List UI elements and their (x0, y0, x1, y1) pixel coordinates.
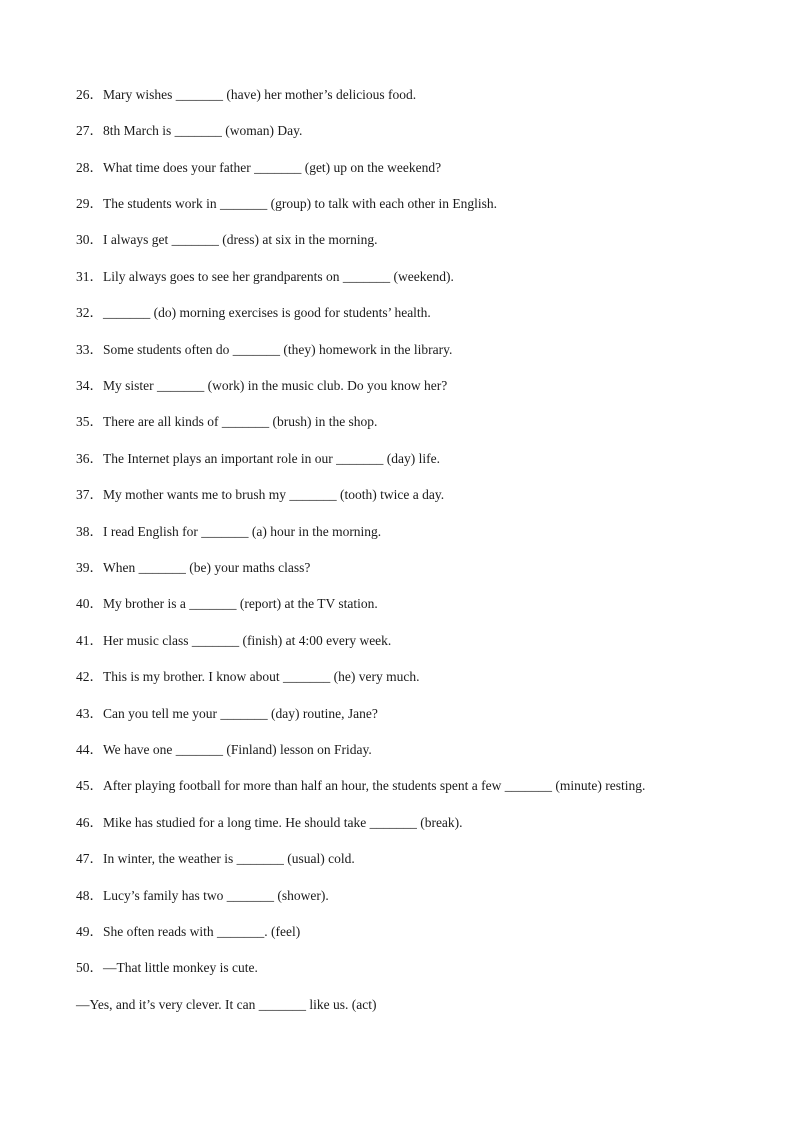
question-38 (76, 524, 381, 540)
question-number: 40． (76, 596, 103, 611)
question-33 (76, 342, 452, 358)
question-number: 31． (76, 269, 103, 284)
question-number: 26． (76, 87, 103, 102)
question-text: Lucy’s family has two _______ (shower). (103, 888, 329, 903)
question-31 (76, 269, 454, 285)
question-text: This is my brother. I know about _______ (he) very much. (103, 669, 420, 684)
question-45 (76, 778, 645, 794)
question-49 (76, 924, 300, 940)
question-number: 48． (76, 888, 103, 903)
question-text: Some students often do _______ (they) homework in the library. (103, 342, 453, 357)
question-number: 38． (76, 524, 103, 539)
question-26 (76, 87, 416, 103)
question-text: I always get _______ (dress) at six in the morning. (103, 232, 378, 247)
question-36 (76, 451, 440, 467)
question-50 (76, 960, 258, 976)
question-number: 32． (76, 305, 103, 320)
question-46 (76, 815, 463, 831)
question-48 (76, 888, 329, 904)
question-number: 39． (76, 560, 103, 575)
question-text: 8th March is _______ (woman) Day. (103, 123, 303, 138)
question-text: There are all kinds of _______ (brush) in the shop. (103, 414, 378, 429)
question-number: 49． (76, 924, 103, 939)
question-29 (76, 196, 497, 212)
question-34 (76, 378, 447, 394)
question-28 (76, 160, 441, 176)
question-text: When _______ (be) your maths class? (103, 560, 311, 575)
question-number: 30． (76, 232, 103, 247)
question-41 (76, 633, 391, 649)
question-number: 28． (76, 160, 103, 175)
question-text: _______ (do) morning exercises is good for students’ health. (103, 305, 431, 320)
continuation-text: —Yes, and it’s very clever. It can _______ like us. (act) (76, 997, 377, 1012)
question-text: The Internet plays an important role in our _______ (day) life. (103, 451, 441, 466)
question-text: Mike has studied for a long time. He should take _______ (break). (103, 815, 463, 830)
question-text: My brother is a _______ (report) at the TV station. (103, 596, 378, 611)
question-number: 29． (76, 196, 103, 211)
question-text: Her music class _______ (finish) at 4:00 every week. (103, 633, 392, 648)
question-text: I read English for _______ (a) hour in the morning. (103, 524, 382, 539)
question-text: After playing football for more than half an hour, the students spent a few _______ (minute) resting. (103, 778, 646, 793)
question-47 (76, 851, 355, 867)
question-number: 36． (76, 451, 103, 466)
question-number: 45． (76, 778, 103, 793)
question-text: Can you tell me your _______ (day) routine, Jane? (103, 706, 378, 721)
question-number: 33． (76, 342, 103, 357)
question-text: In winter, the weather is _______ (usual) cold. (103, 851, 355, 866)
question-text: What time does your father _______ (get) up on the weekend? (103, 160, 442, 175)
question-number: 50． (76, 960, 103, 975)
question-43 (76, 706, 378, 722)
question-text: My sister _______ (work) in the music club. Do you know her? (103, 378, 448, 393)
question-35 (76, 414, 377, 430)
question-44 (76, 742, 372, 758)
question-number: 27． (76, 123, 103, 138)
question-number: 44． (76, 742, 103, 757)
question-number: 43． (76, 706, 103, 721)
question-32 (76, 305, 431, 321)
question-text: The students work in _______ (group) to talk with each other in English. (103, 196, 498, 211)
question-37 (76, 487, 444, 503)
question-39 (76, 560, 310, 576)
question-number: 37． (76, 487, 103, 502)
question-30 (76, 232, 377, 248)
question-number: 47． (76, 851, 103, 866)
question-text: She often reads with _______. (feel) (103, 924, 301, 939)
question-50-continuation (76, 997, 376, 1013)
question-text: My mother wants me to brush my _______ (tooth) twice a day. (103, 487, 445, 502)
question-number: 41． (76, 633, 103, 648)
question-number: 34． (76, 378, 103, 393)
question-number: 35． (76, 414, 103, 429)
question-text: Lily always goes to see her grandparents on _______ (weekend). (103, 269, 454, 284)
question-text: We have one _______ (Finland) lesson on Friday. (103, 742, 372, 757)
question-number: 46． (76, 815, 103, 830)
question-text: —That little monkey is cute. (103, 960, 258, 975)
question-42 (76, 669, 419, 685)
question-text: Mary wishes _______ (have) her mother’s delicious food. (103, 87, 417, 102)
question-27 (76, 123, 302, 139)
question-40 (76, 596, 378, 612)
question-number: 42． (76, 669, 103, 684)
